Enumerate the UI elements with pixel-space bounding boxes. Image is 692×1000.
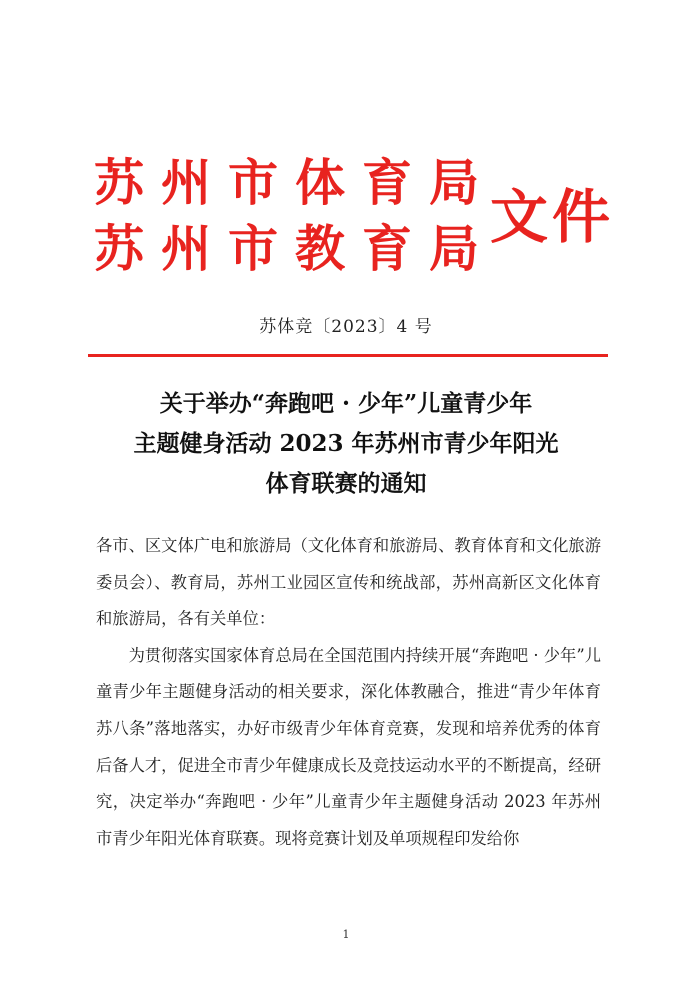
title-line-3: 体育联赛的通知	[265, 470, 427, 497]
body-paragraph-1: 为贯彻落实国家体育总局在全国范围内持续开展“奔跑吧 · 少年”儿童青少年主题健身活动的相关要求，深化体教融合，推进“青少年体育苏八条”落地落实，办好市级青少年体育竞赛，发现和培养优秀的体育后备人才，促进全市青少年健康成长及竞技运动水平的不断提高，经研究，决定举办“奔跑吧 · 少年”儿童青少年主题健身活动 2023 年苏州市青少年阳光体育联赛。现将竞赛计划及单项规程印发给你	[96, 645, 601, 848]
notice-body	[96, 528, 601, 857]
recipients-paragraph: 各市、区文体广电和旅游局（文化体育和旅游局、教育体育和文化旅游委员会）、教育局，苏州工业园区宣传和统战部，苏州高新区文化体育和旅游局，各有关单位：	[96, 536, 601, 629]
issuing-agency-education-bureau: 苏州市教育局	[94, 219, 496, 278]
title-line-2: 主题健身活动 2023 年苏州市青少年阳光	[133, 430, 559, 457]
red-divider	[88, 354, 608, 357]
document-type-label: 文件	[490, 183, 615, 251]
title-line-1: 关于举办“奔跑吧 · 少年”儿童青少年	[159, 390, 533, 417]
issuing-agency-sports-bureau: 苏州市体育局	[94, 153, 496, 212]
document-header	[0, 0, 692, 300]
notice-title	[0, 384, 692, 504]
document-number: 苏体竞〔2023〕4 号	[259, 317, 433, 337]
page-number: 1	[342, 928, 350, 941]
